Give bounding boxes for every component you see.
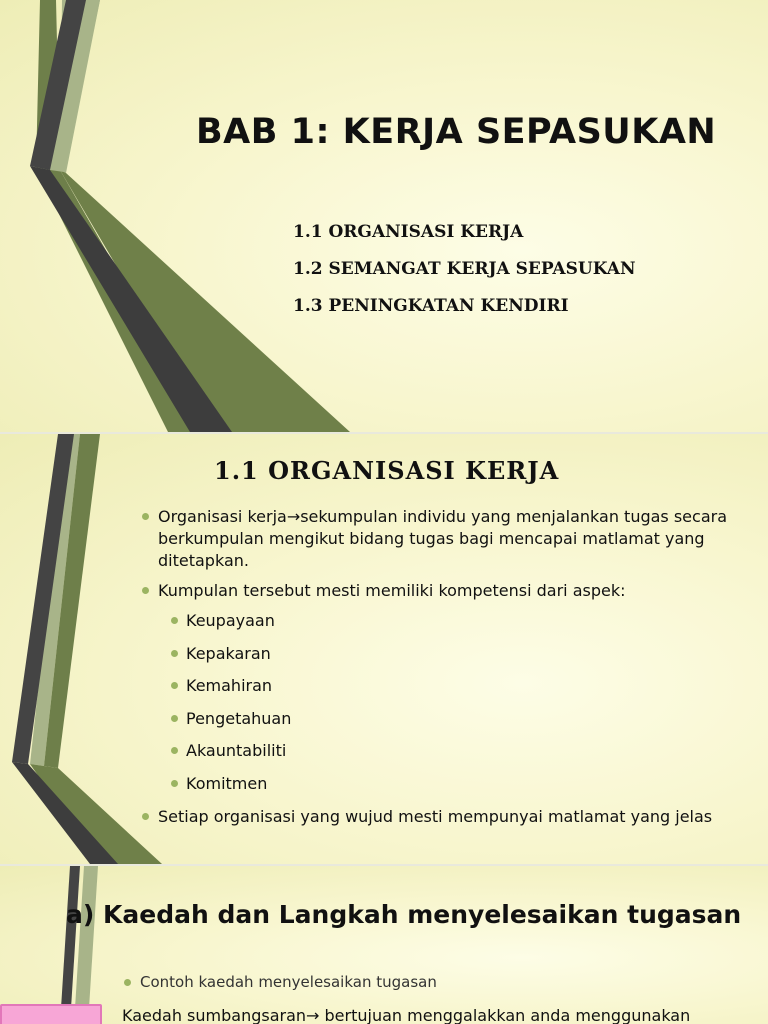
list-item-text: Kemahiran	[186, 676, 273, 696]
decorative-stripes	[0, 0, 768, 432]
list-item-text: Kepakaran	[186, 643, 271, 663]
sub-list-item	[140, 708, 740, 741]
sub-list-item	[140, 740, 740, 773]
sub-list-item	[140, 643, 740, 676]
sub-list-item	[140, 675, 740, 708]
slide-heading: 1.1 ORGANISASI KERJA	[214, 456, 560, 485]
bullet-icon	[142, 513, 149, 520]
list-item-text: Pengetahuan	[186, 708, 292, 728]
slide-title-heading: BAB 1: KERJA SEPASUKAN	[196, 112, 717, 152]
sub-list-item	[140, 773, 740, 806]
list-item-text: Kumpulan tersebut mesti memiliki kompetensi dari aspek:	[158, 581, 626, 600]
toc-item: 1.2 SEMANGAT KERJA SEPASUKAN	[293, 259, 636, 279]
body-text: Kaedah sumbangsaran→ bertujuan menggalakkan anda menggunakan	[122, 1006, 691, 1024]
bullet-icon	[171, 650, 178, 657]
bullet-icon	[124, 979, 131, 986]
table-of-contents	[293, 218, 636, 329]
list-item-text: Akauntabiliti	[186, 741, 287, 761]
list-item	[124, 973, 437, 991]
bullet-icon	[171, 780, 178, 787]
slide-kaedah	[0, 866, 768, 1024]
list-item	[140, 806, 740, 828]
list-item-text: Setiap organisasi yang wujud mesti mempunyai matlamat yang jelas	[158, 806, 713, 826]
bullet-icon	[142, 813, 149, 820]
list-item-text: Contoh kaedah menyelesaikan tugasan	[140, 973, 437, 991]
slide-organisasi-kerja	[0, 434, 768, 864]
slide-title	[0, 0, 768, 432]
bullet-icon	[171, 682, 178, 689]
toc-item: 1.1 ORGANISASI KERJA	[293, 222, 524, 242]
bullet-list	[140, 506, 740, 836]
list-item-text: Keupayaan	[186, 611, 275, 630]
list-item	[140, 506, 740, 572]
bullet-icon	[142, 587, 149, 594]
list-item-text: Komitmen	[186, 773, 268, 793]
list-item-text: Organisasi kerja→sekumpulan individu yang menjalankan tugas secara berkumpulan mengikut bidang tugas bagi mencapai matlamat yang ditetapkan.	[158, 507, 727, 570]
bullet-icon	[171, 715, 178, 722]
slide-heading: a) Kaedah dan Langkah menyelesaikan tugasan	[66, 900, 742, 929]
pink-arrow-shape	[0, 1004, 102, 1024]
toc-item: 1.3 PENINGKATAN KENDIRI	[293, 296, 569, 316]
list-item	[140, 580, 740, 602]
bullet-icon	[171, 617, 178, 624]
decorative-stripes	[0, 866, 768, 1024]
bullet-icon	[171, 747, 178, 754]
sub-list-item	[140, 610, 740, 643]
